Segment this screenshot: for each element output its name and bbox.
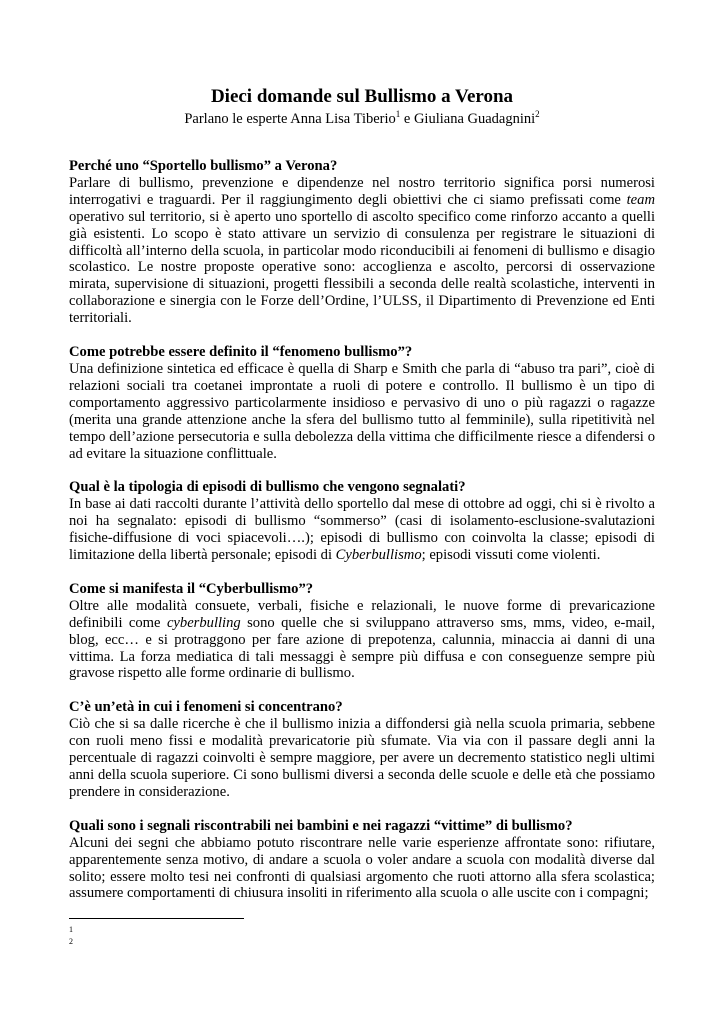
question-heading: Come potrebbe essere definito il “fenomeno bullismo”? [69,344,413,361]
answer-text: Alcuni dei segni che abbiamo potuto riscontrare nelle varie esperienze affrontate sono: rifiutare, apparentemente senza motivo, di andare a scuola o voler andare a scuola con modalità diverse dal solito; essere molto tesi nei confronti di qualsiasi argomento che ruoti attorno alla sfera scolastica; assumere comportamenti di chiusura insoliti in riferimento alla scuola o alle uscite con i compagni; [69,834,655,902]
qa-section-4 [69,581,655,682]
document-body [69,158,655,919]
qa-section-3 [69,479,655,564]
question-heading: Quali sono i segnali riscontrabili nei bambini e nei ragazzi “vittime” di bullismo? [69,817,573,834]
question-heading: C’è un’età in cui i fenomeni si concentrano? [69,699,343,716]
subtitle-authors-first: Parlano le esperte Anna Lisa Tiberio [184,110,396,127]
answer-paragraph [69,496,655,564]
answer-text: Parlare di bullismo, prevenzione e dipendenze nel nostro territorio significa porsi numerosi interrogativi e traguardi. Per il raggiungimento degli obiettivi che ci siamo prefissati come [69,174,655,208]
qa-section-5 [69,699,655,800]
qa-section-1 [69,158,655,327]
footnotes-area [69,918,244,948]
answer-paragraph [69,175,655,327]
answer-emphasis: cyberbulling [166,614,241,631]
footnote-separator [69,918,244,919]
answer-text: Ciò che si sa dalle ricerche è che il bullismo inizia a diffondersi già nella scuola primaria, sebbene con ruoli meno fissi e modalità prevaricatorie più sfumate. Via via con il passare degli anni la percentuale di ragazzi coinvolti è sempre maggiore, per avere un decremento statistico negli ultimi anni della scuola superiore. Ci sono bullismi diversi a seconda delle scuole e delle età che possiamo prendere in considerazione. [69,716,655,800]
document-subtitle [0,109,724,128]
question-heading: Qual è la tipologia di episodi di bullismo che vengono segnalati? [69,479,466,496]
footnote-ref-2[interactable]: 2 [535,109,540,119]
question-heading: Come si manifesta il “Cyberbullismo”? [69,580,314,597]
answer-text: ; episodi vissuti come violenti. [421,547,601,564]
answer-paragraph [69,716,655,801]
answer-text: Una definizione sintetica ed efficace è quella di Sharp e Smith che parla di “abuso tra pari”, cioè di relazioni sociali tra coetanei improntate a ruoli di potere e controllo. Il bullismo è un tipo di comportamento aggressivo particolarmente insidioso e pervasivo di uno o più ragazzi o ragazze (merita una grande attenzione anche la sfera del bullismo tutto al femminile), sulla ripetitività nel tempo dell’azione persecutoria e sulla debolezza della vittima che difficilmente riesce a difendersi o ad evitare la situazione conflittuale. [69,360,655,462]
answer-paragraph [69,598,655,683]
answer-emphasis: team [626,191,655,208]
footnote-2: 2 [69,937,73,946]
question-heading: Perché uno “Sportello bullismo” a Verona? [69,158,338,174]
answer-emphasis: Cyberbullismo [335,547,422,564]
qa-section-2 [69,344,655,462]
answer-text: operativo sul territorio, si è aperto uno sportello di ascolto specifico come rinforzo accanto a quelli già esistenti. Lo scopo è stato attivare un servizio di consulenza per registrare le situazioni di difficoltà all’interno della scuola, in particolar modo riconducibili ai fenomeni di bullismo e disagio scolastico. Le nostre proposte operative sono: accoglienza e ascolto, percorsi di osservazione mirata, supervisione di situazioni, progetti flessibili a seconda delle realtà scolastiche, interventi in collaborazione e sinergia con le Forze dell’Ordine, l’ULSS, il Dipartimento di Prevenzione ed Enti territoriali. [69,208,655,327]
subtitle-authors-second: e Giuliana Guadagnini [400,110,536,127]
answer-text: sono quelle che si sviluppano attraverso sms, mms, video, e-mail, blog, ecc… e si protraggono per fare azione di prepotenza, calunnia, minaccia ai danni di una vittima. La forza mediatica di tali messaggi è sempre più diffusa e con conseguenze sempre più gravose rispetto alle forme ordinarie di bullismo. [69,614,655,682]
footnote-1: 1 [69,925,73,934]
footnote-ref-1[interactable]: 1 [395,109,401,119]
answer-paragraph [69,361,655,462]
answer-text: Oltre alle modalità consuete, verbali, fisiche e relazionali, le nuove forme di prevaricazione definibili come [69,597,655,631]
answer-paragraph [69,835,655,903]
document-title: Dieci domande sul Bullismo a Verona [210,86,514,107]
qa-section-6 [69,818,655,903]
answer-text: In base ai dati raccolti durante l’attività dello sportello dal mese di ottobre ad oggi, chi si è rivolto a noi ha segnalato: episodi di bullismo “sommerso” (casi di isolamento-esclusione-svalutazioni fisiche-diffusione di voci spiacevoli….); episodi di bullismo con coinvolta la classe; episodi di limitazione della libertà personale; episodi di [69,496,655,564]
